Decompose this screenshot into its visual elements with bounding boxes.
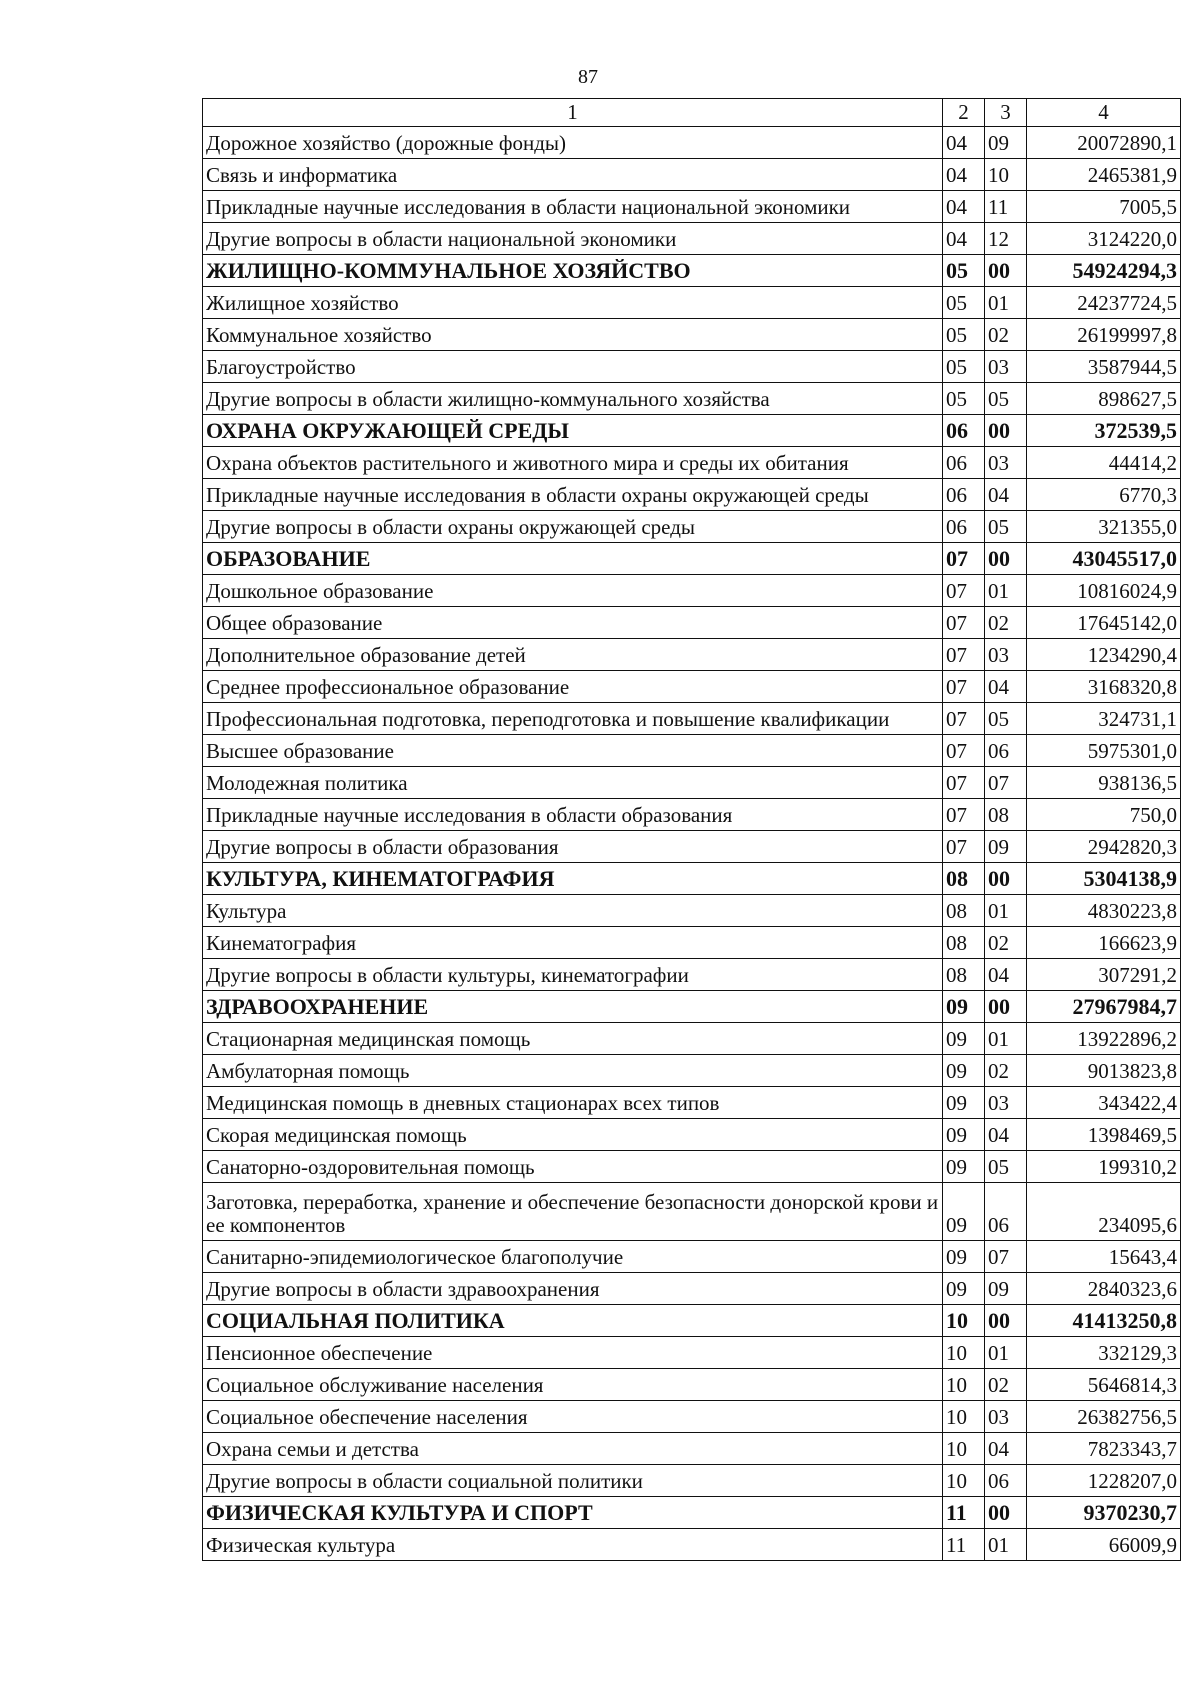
table-row [203, 351, 1181, 383]
row-amount: 26382756,5 [1027, 1401, 1181, 1433]
row-amount: 372539,5 [1027, 415, 1181, 447]
row-amount: 41413250,8 [1027, 1305, 1181, 1337]
row-section-code: 11 [943, 1497, 985, 1529]
row-subsection-code: 04 [985, 479, 1027, 511]
row-name: ЖИЛИЩНО-КОММУНАЛЬНОЕ ХОЗЯЙСТВО [203, 255, 943, 287]
row-section-code: 07 [943, 607, 985, 639]
table-row [203, 831, 1181, 863]
row-name: Общее образование [203, 607, 943, 639]
row-name: Кинематография [203, 927, 943, 959]
row-amount: 9013823,8 [1027, 1055, 1181, 1087]
row-section-code: 10 [943, 1465, 985, 1497]
row-name: Другие вопросы в области национальной экономики [203, 223, 943, 255]
row-subsection-code: 03 [985, 447, 1027, 479]
row-amount: 1228207,0 [1027, 1465, 1181, 1497]
row-subsection-code: 06 [985, 1183, 1027, 1241]
row-amount: 6770,3 [1027, 479, 1181, 511]
table-row [203, 447, 1181, 479]
row-section-code: 10 [943, 1433, 985, 1465]
table-row [203, 479, 1181, 511]
row-subsection-code: 01 [985, 1529, 1027, 1561]
row-subsection-code: 00 [985, 1497, 1027, 1529]
row-subsection-code: 00 [985, 863, 1027, 895]
table-row [203, 287, 1181, 319]
table-row [203, 191, 1181, 223]
row-section-code: 08 [943, 927, 985, 959]
row-subsection-code: 04 [985, 1119, 1027, 1151]
row-amount: 5304138,9 [1027, 863, 1181, 895]
row-name: Другие вопросы в области жилищно-коммунального хозяйства [203, 383, 943, 415]
table-row [203, 799, 1181, 831]
row-subsection-code: 07 [985, 1241, 1027, 1273]
row-subsection-code: 03 [985, 1401, 1027, 1433]
row-section-code: 07 [943, 671, 985, 703]
row-subsection-code: 09 [985, 1273, 1027, 1305]
row-section-code: 10 [943, 1305, 985, 1337]
row-subsection-code: 02 [985, 319, 1027, 351]
row-name: КУЛЬТУРА, КИНЕМАТОГРАФИЯ [203, 863, 943, 895]
row-amount: 20072890,1 [1027, 127, 1181, 159]
row-section-code: 07 [943, 831, 985, 863]
row-section-code: 04 [943, 159, 985, 191]
row-name: Скорая медицинская помощь [203, 1119, 943, 1151]
row-name: Профессиональная подготовка, переподготовка и повышение квалификации [203, 703, 943, 735]
row-subsection-code: 05 [985, 511, 1027, 543]
table-row [203, 159, 1181, 191]
row-name: Коммунальное хозяйство [203, 319, 943, 351]
row-amount: 3168320,8 [1027, 671, 1181, 703]
row-amount: 3124220,0 [1027, 223, 1181, 255]
row-section-code: 05 [943, 287, 985, 319]
header-col-3: 3 [985, 99, 1027, 127]
table-row [203, 1119, 1181, 1151]
table-row [203, 1465, 1181, 1497]
row-section-code: 08 [943, 863, 985, 895]
row-subsection-code: 03 [985, 351, 1027, 383]
row-amount: 5975301,0 [1027, 735, 1181, 767]
row-name: Дорожное хозяйство (дорожные фонды) [203, 127, 943, 159]
row-subsection-code: 09 [985, 127, 1027, 159]
row-section-code: 04 [943, 127, 985, 159]
table-row-section-total [203, 1497, 1181, 1529]
header-col-2: 2 [943, 99, 985, 127]
row-name: ЗДРАВООХРАНЕНИЕ [203, 991, 943, 1023]
row-name: ФИЗИЧЕСКАЯ КУЛЬТУРА И СПОРТ [203, 1497, 943, 1529]
table-row [203, 1273, 1181, 1305]
table-row [203, 383, 1181, 415]
table-row [203, 511, 1181, 543]
table-row [203, 575, 1181, 607]
table-row [203, 959, 1181, 991]
row-amount: 4830223,8 [1027, 895, 1181, 927]
table-row [203, 703, 1181, 735]
table-row [203, 671, 1181, 703]
row-section-code: 06 [943, 447, 985, 479]
row-subsection-code: 12 [985, 223, 1027, 255]
row-amount: 3587944,5 [1027, 351, 1181, 383]
row-section-code: 07 [943, 639, 985, 671]
row-name: Благоустройство [203, 351, 943, 383]
row-amount: 54924294,3 [1027, 255, 1181, 287]
row-subsection-code: 00 [985, 543, 1027, 575]
row-subsection-code: 05 [985, 703, 1027, 735]
row-name: Другие вопросы в области охраны окружающей среды [203, 511, 943, 543]
row-name: Молодежная политика [203, 767, 943, 799]
row-name: Прикладные научные исследования в области образования [203, 799, 943, 831]
row-name: Физическая культура [203, 1529, 943, 1561]
row-section-code: 05 [943, 319, 985, 351]
row-name: Санаторно-оздоровительная помощь [203, 1151, 943, 1183]
row-subsection-code: 04 [985, 959, 1027, 991]
table-row [203, 1087, 1181, 1119]
row-name: Культура [203, 895, 943, 927]
row-name: ОБРАЗОВАНИЕ [203, 543, 943, 575]
row-amount: 2942820,3 [1027, 831, 1181, 863]
row-subsection-code: 07 [985, 767, 1027, 799]
table-row [203, 223, 1181, 255]
table-row [203, 927, 1181, 959]
row-amount: 1234290,4 [1027, 639, 1181, 671]
row-name: Санитарно-эпидемиологическое благополучие [203, 1241, 943, 1273]
row-amount: 2840323,6 [1027, 1273, 1181, 1305]
table-row-section-total [203, 1305, 1181, 1337]
row-name: Социальное обеспечение населения [203, 1401, 943, 1433]
row-section-code: 09 [943, 1055, 985, 1087]
table-row [203, 895, 1181, 927]
row-subsection-code: 05 [985, 1151, 1027, 1183]
row-subsection-code: 02 [985, 927, 1027, 959]
row-section-code: 07 [943, 767, 985, 799]
header-col-1: 1 [203, 99, 943, 127]
row-amount: 24237724,5 [1027, 287, 1181, 319]
row-subsection-code: 08 [985, 799, 1027, 831]
row-subsection-code: 05 [985, 383, 1027, 415]
table-row [203, 735, 1181, 767]
row-name: Высшее образование [203, 735, 943, 767]
table-row [203, 1401, 1181, 1433]
row-section-code: 09 [943, 991, 985, 1023]
row-section-code: 10 [943, 1401, 985, 1433]
row-amount: 15643,4 [1027, 1241, 1181, 1273]
row-subsection-code: 02 [985, 1055, 1027, 1087]
row-section-code: 07 [943, 575, 985, 607]
row-section-code: 07 [943, 735, 985, 767]
row-section-code: 09 [943, 1023, 985, 1055]
page-number: 87 [578, 66, 598, 88]
row-amount: 332129,3 [1027, 1337, 1181, 1369]
row-section-code: 08 [943, 895, 985, 927]
table-row-section-total [203, 415, 1181, 447]
row-section-code: 07 [943, 703, 985, 735]
row-subsection-code: 01 [985, 1337, 1027, 1369]
header-col-4: 4 [1027, 99, 1181, 127]
table-body [203, 127, 1181, 1561]
row-amount: 938136,5 [1027, 767, 1181, 799]
row-amount: 307291,2 [1027, 959, 1181, 991]
row-name: Среднее профессиональное образование [203, 671, 943, 703]
row-amount: 13922896,2 [1027, 1023, 1181, 1055]
row-amount: 5646814,3 [1027, 1369, 1181, 1401]
row-name: Охрана объектов растительного и животного мира и среды их обитания [203, 447, 943, 479]
table-row [203, 127, 1181, 159]
row-section-code: 09 [943, 1183, 985, 1241]
table-row-section-total [203, 991, 1181, 1023]
row-name: Жилищное хозяйство [203, 287, 943, 319]
row-name: Медицинская помощь в дневных стационарах всех типов [203, 1087, 943, 1119]
table-row [203, 319, 1181, 351]
row-name: Другие вопросы в области здравоохранения [203, 1273, 943, 1305]
row-name: СОЦИАЛЬНАЯ ПОЛИТИКА [203, 1305, 943, 1337]
row-section-code: 07 [943, 799, 985, 831]
row-amount: 7823343,7 [1027, 1433, 1181, 1465]
row-subsection-code: 10 [985, 159, 1027, 191]
row-section-code: 05 [943, 383, 985, 415]
row-amount: 324731,1 [1027, 703, 1181, 735]
row-name: Заготовка, переработка, хранение и обеспечение безопасности донорской крови и ее компонентов [203, 1183, 943, 1241]
row-name: Пенсионное обеспечение [203, 1337, 943, 1369]
table-row [203, 1183, 1181, 1241]
row-section-code: 11 [943, 1529, 985, 1561]
row-amount: 9370230,7 [1027, 1497, 1181, 1529]
table-row [203, 1529, 1181, 1561]
row-subsection-code: 11 [985, 191, 1027, 223]
row-section-code: 06 [943, 479, 985, 511]
row-subsection-code: 01 [985, 575, 1027, 607]
row-section-code: 09 [943, 1273, 985, 1305]
row-amount: 166623,9 [1027, 927, 1181, 959]
row-amount: 321355,0 [1027, 511, 1181, 543]
row-name: ОХРАНА ОКРУЖАЮЩЕЙ СРЕДЫ [203, 415, 943, 447]
row-amount: 199310,2 [1027, 1151, 1181, 1183]
row-subsection-code: 09 [985, 831, 1027, 863]
row-name: Амбулаторная помощь [203, 1055, 943, 1087]
row-subsection-code: 06 [985, 735, 1027, 767]
table-row [203, 1337, 1181, 1369]
row-amount: 27967984,7 [1027, 991, 1181, 1023]
row-section-code: 05 [943, 255, 985, 287]
table-row-section-total [203, 863, 1181, 895]
row-subsection-code: 00 [985, 255, 1027, 287]
row-section-code: 04 [943, 223, 985, 255]
row-subsection-code: 03 [985, 1087, 1027, 1119]
row-name: Прикладные научные исследования в области национальной экономики [203, 191, 943, 223]
row-subsection-code: 04 [985, 671, 1027, 703]
table-row [203, 1241, 1181, 1273]
table-row [203, 1055, 1181, 1087]
table-row [203, 1151, 1181, 1183]
row-section-code: 09 [943, 1087, 985, 1119]
row-amount: 44414,2 [1027, 447, 1181, 479]
row-subsection-code: 01 [985, 287, 1027, 319]
row-name: Дополнительное образование детей [203, 639, 943, 671]
row-amount: 343422,4 [1027, 1087, 1181, 1119]
row-amount: 898627,5 [1027, 383, 1181, 415]
table-row-section-total [203, 255, 1181, 287]
row-name: Социальное обслуживание населения [203, 1369, 943, 1401]
row-amount: 1398469,5 [1027, 1119, 1181, 1151]
row-name: Прикладные научные исследования в области охраны окружающей среды [203, 479, 943, 511]
row-amount: 750,0 [1027, 799, 1181, 831]
row-section-code: 10 [943, 1337, 985, 1369]
row-section-code: 06 [943, 415, 985, 447]
row-name: Дошкольное образование [203, 575, 943, 607]
budget-table [202, 98, 1181, 1561]
row-section-code: 08 [943, 959, 985, 991]
row-section-code: 07 [943, 543, 985, 575]
row-subsection-code: 02 [985, 607, 1027, 639]
row-section-code: 09 [943, 1151, 985, 1183]
row-section-code: 04 [943, 191, 985, 223]
row-name: Охрана семьи и детства [203, 1433, 943, 1465]
row-section-code: 09 [943, 1241, 985, 1273]
row-subsection-code: 01 [985, 895, 1027, 927]
row-subsection-code: 00 [985, 991, 1027, 1023]
row-subsection-code: 00 [985, 415, 1027, 447]
row-amount: 66009,9 [1027, 1529, 1181, 1561]
row-name: Другие вопросы в области образования [203, 831, 943, 863]
row-amount: 2465381,9 [1027, 159, 1181, 191]
row-amount: 43045517,0 [1027, 543, 1181, 575]
row-name: Другие вопросы в области культуры, кинематографии [203, 959, 943, 991]
table-row [203, 1023, 1181, 1055]
row-amount: 234095,6 [1027, 1183, 1181, 1241]
row-subsection-code: 01 [985, 1023, 1027, 1055]
row-amount: 7005,5 [1027, 191, 1181, 223]
row-amount: 26199997,8 [1027, 319, 1181, 351]
row-subsection-code: 04 [985, 1433, 1027, 1465]
row-section-code: 05 [943, 351, 985, 383]
table-row [203, 607, 1181, 639]
row-subsection-code: 03 [985, 639, 1027, 671]
row-name: Другие вопросы в области социальной политики [203, 1465, 943, 1497]
row-section-code: 06 [943, 511, 985, 543]
row-name: Стационарная медицинская помощь [203, 1023, 943, 1055]
table-row [203, 1369, 1181, 1401]
table-row [203, 639, 1181, 671]
row-amount: 17645142,0 [1027, 607, 1181, 639]
table-row [203, 1433, 1181, 1465]
header-row [203, 99, 1181, 127]
table-row-section-total [203, 543, 1181, 575]
row-section-code: 09 [943, 1119, 985, 1151]
row-name: Связь и информатика [203, 159, 943, 191]
row-section-code: 10 [943, 1369, 985, 1401]
row-subsection-code: 06 [985, 1465, 1027, 1497]
table-row [203, 767, 1181, 799]
row-amount: 10816024,9 [1027, 575, 1181, 607]
row-subsection-code: 00 [985, 1305, 1027, 1337]
row-subsection-code: 02 [985, 1369, 1027, 1401]
